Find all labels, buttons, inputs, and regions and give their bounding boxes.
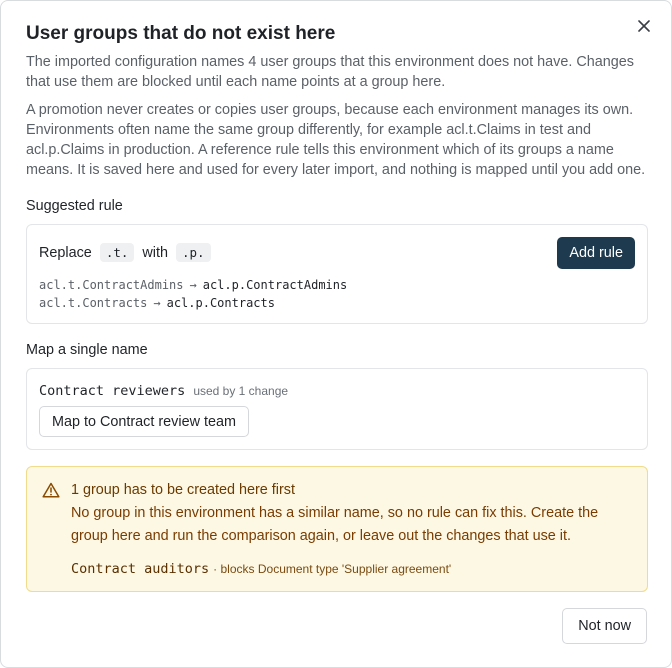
missing-group-meta: · blocks Document type 'Supplier agreement': [213, 562, 452, 576]
to-token: .p.: [176, 243, 211, 262]
map-group-button[interactable]: Map to Contract review team: [39, 406, 249, 437]
usage-count: used by 1 change: [193, 384, 289, 398]
rule-example: [39, 296, 275, 310]
rule-description: [39, 243, 211, 262]
from-token: .t.: [100, 243, 135, 262]
example-from: acl.t.Contracts: [39, 296, 148, 310]
intro-text: The imported configuration names 4 user groups that this environment does not have. Changes that use them are blocked until each name points at a group here.: [26, 54, 634, 90]
missing-group-name: Contract auditors: [71, 561, 210, 577]
warning-title: 1 group has to be created here first: [71, 482, 295, 498]
single-map-label: Map a single name: [26, 342, 148, 358]
example-to: acl.p.ContractAdmins: [202, 278, 348, 292]
explanation-text: A promotion never creates or copies user groups, because each environment manages its own. Environments often name the same group differently, for example acl.t.Claims in test and acl.p.Claims in production. A reference rule tells this environment which of its groups a name means. It is saved here and used for every later import, and nothing is mapped until you add one.: [26, 102, 646, 178]
arrow-icon: →: [153, 296, 161, 310]
replace-word: Replace: [39, 244, 92, 261]
warning-icon: [42, 482, 60, 498]
with-word: with: [142, 244, 168, 261]
suggested-rule-label: Suggested rule: [26, 198, 123, 214]
rule-example: [39, 278, 347, 292]
example-to: acl.p.Contracts: [166, 296, 275, 310]
close-icon: [638, 20, 650, 32]
close-button[interactable]: [633, 15, 655, 37]
dialog-title: User groups that do not exist here: [26, 23, 336, 44]
suggested-rule-card: [26, 224, 648, 324]
add-rule-button[interactable]: Add rule: [557, 237, 635, 269]
group-name: Contract reviewers: [39, 383, 186, 399]
example-from: acl.t.ContractAdmins: [39, 278, 184, 292]
warning-body: No group in this environment has a similar name, so no rule can fix this. Create the group here and run the comparison again, or leave out the changes that use it.: [71, 505, 599, 544]
not-now-button[interactable]: Not now: [562, 608, 647, 644]
arrow-icon: →: [189, 278, 197, 292]
warning-panel: [26, 466, 648, 592]
missing-group-item: [71, 561, 451, 577]
single-map-card: [26, 368, 648, 450]
